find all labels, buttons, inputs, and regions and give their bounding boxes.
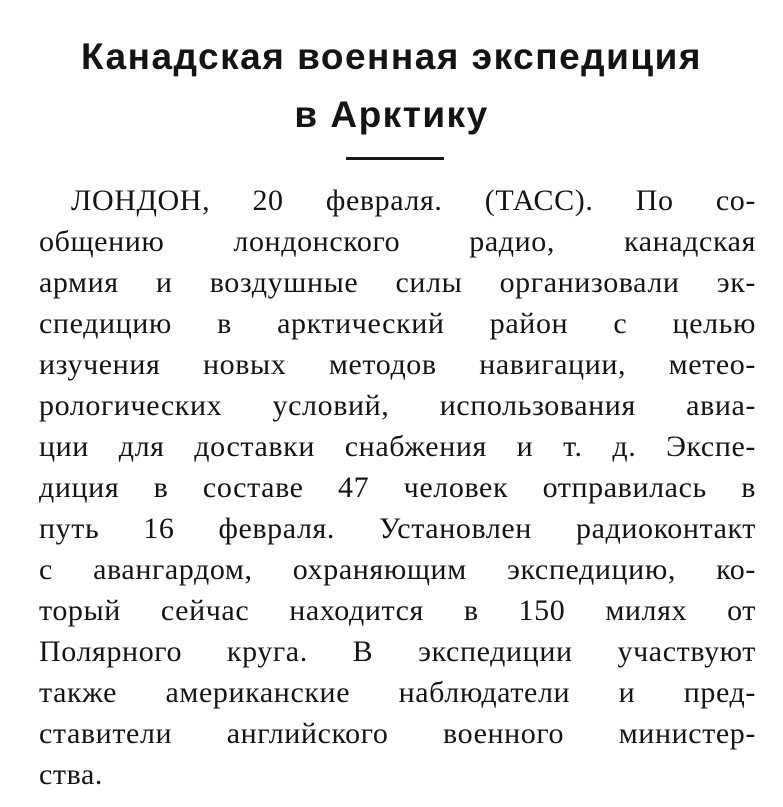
article-line: спедицию в арктический район с целью: [39, 307, 756, 340]
headline: [0, 28, 783, 144]
article-line: Полярного круга. В экспедиции участвуют: [39, 635, 756, 668]
article-line: ства.: [39, 758, 104, 791]
article-line: также американские наблюдатели и пред-: [39, 676, 756, 709]
headline-separator-rule: [346, 157, 444, 160]
article-line: армия и воздушные силы организовали эк-: [39, 266, 756, 299]
article-line: ции для доставки снабжения и т. д. Экспе-: [39, 430, 756, 463]
article-line: путь 16 февраля. Установлен радиоконтакт: [39, 512, 756, 545]
article-line: с авангардом, охраняющим экспедицию, ко-: [39, 553, 756, 586]
article-line: торый сейчас находится в 150 милях от: [39, 594, 756, 627]
article-line: общению лондонского радио, канадская: [39, 225, 756, 258]
article-line: изучения новых методов навигации, метео-: [39, 348, 756, 381]
headline-line-2: в Арктику: [294, 94, 489, 135]
article-line: ЛОНДОН, 20 февраля. (ТАСС). По со-: [71, 184, 756, 217]
article-line: ставители английского военного министер-: [39, 717, 756, 750]
headline-line-1: Канадская военная экспедиция: [81, 36, 702, 77]
article-body: [39, 180, 756, 795]
article-line: диция в составе 47 человек отправилась в: [39, 471, 756, 504]
article-line: рологических условий, использования авиа-: [39, 389, 756, 422]
